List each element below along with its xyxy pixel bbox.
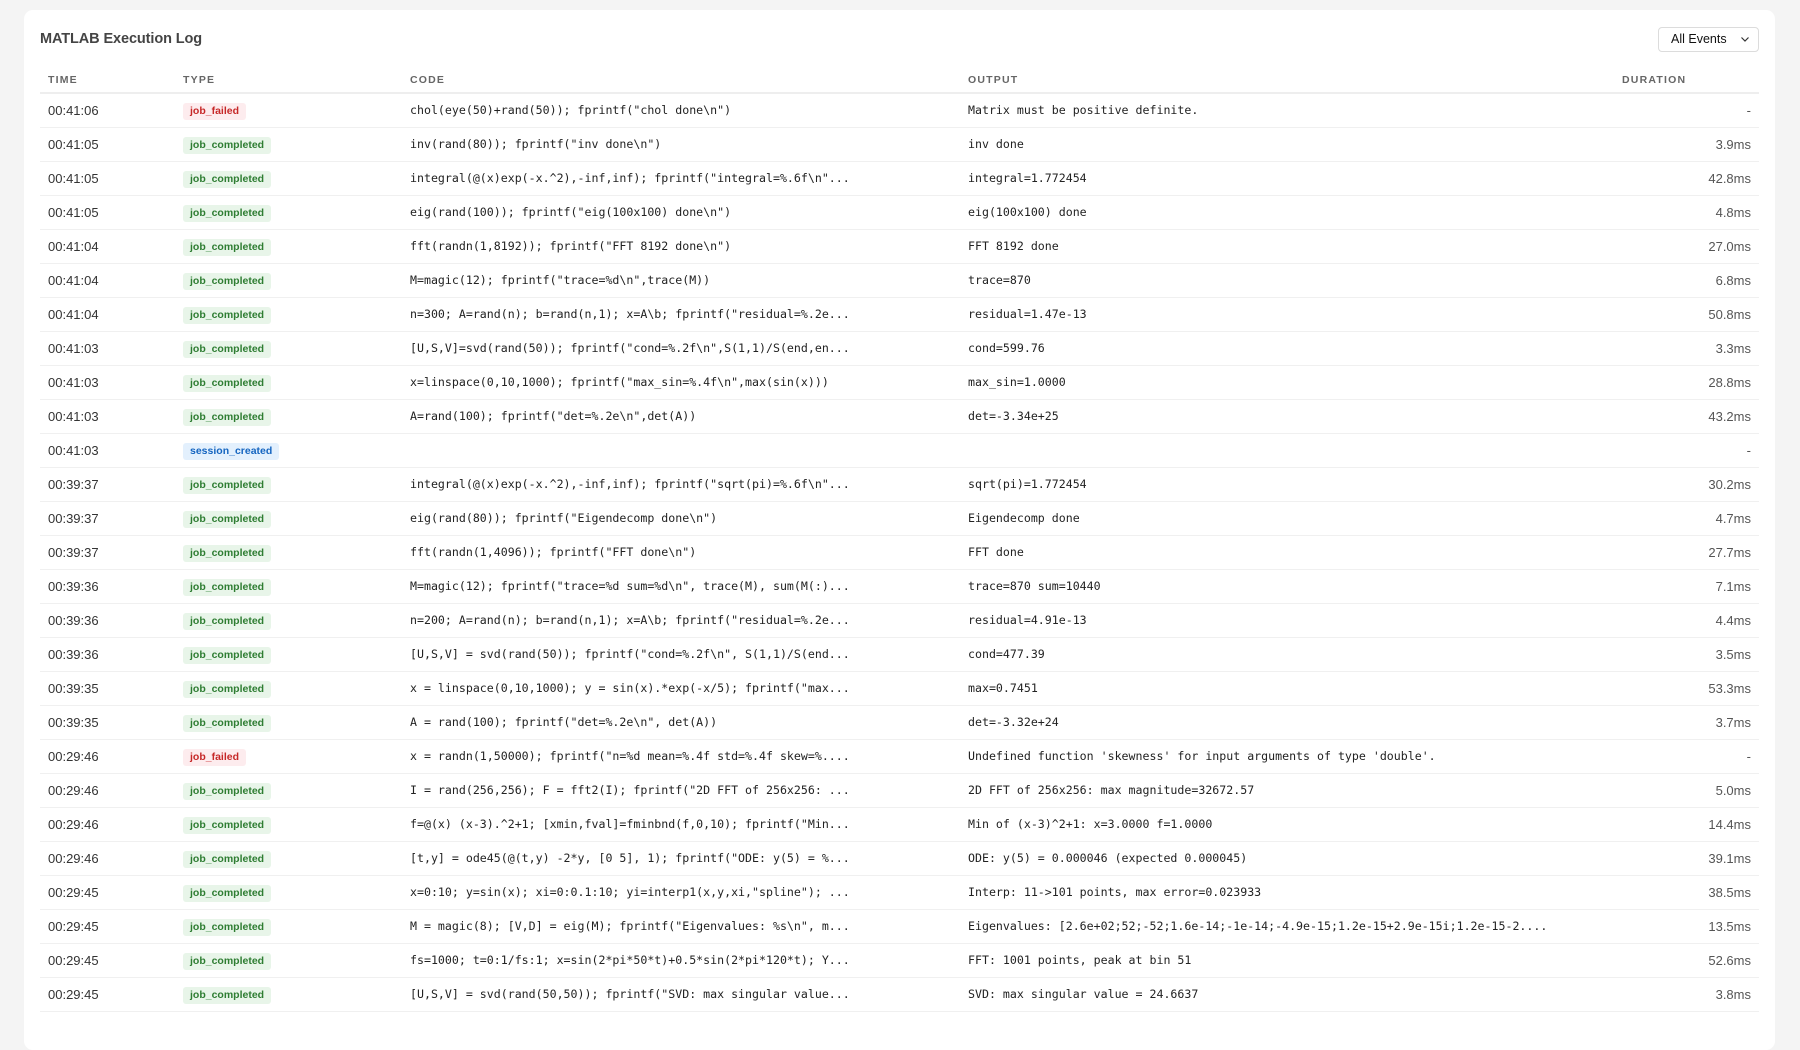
cell-duration: 14.4ms (1614, 807, 1759, 841)
cell-duration: 27.0ms (1614, 229, 1759, 263)
cell-duration: 53.3ms (1614, 671, 1759, 705)
cell-duration: 4.7ms (1614, 501, 1759, 535)
cell-code: [t,y] = ode45(@(t,y) -2*y, [0 5], 1); fprintf("ODE: y(5) = %... (402, 841, 960, 875)
status-badge: job_completed (183, 919, 271, 936)
cell-type (175, 671, 402, 705)
cell-time: 00:41:05 (40, 195, 175, 229)
table-row[interactable] (40, 943, 1759, 977)
cell-output: Undefined function 'skewness' for input arguments of type 'double'. (960, 739, 1614, 773)
status-badge: job_completed (183, 851, 271, 868)
cell-type (175, 195, 402, 229)
cell-time: 00:41:03 (40, 365, 175, 399)
cell-time: 00:41:04 (40, 263, 175, 297)
table-row[interactable] (40, 229, 1759, 263)
cell-type (175, 637, 402, 671)
cell-code: x=linspace(0,10,1000); fprintf("max_sin=%.4f\n",max(sin(x))) (402, 365, 960, 399)
cell-output: FFT done (960, 535, 1614, 569)
cell-time: 00:29:45 (40, 909, 175, 943)
cell-type (175, 705, 402, 739)
cell-code: chol(eye(50)+rand(50)); fprintf("chol done\n") (402, 93, 960, 127)
table-row[interactable] (40, 807, 1759, 841)
cell-code: M = magic(8); [V,D] = eig(M); fprintf("Eigenvalues: %s\n", m... (402, 909, 960, 943)
status-badge: job_completed (183, 817, 271, 834)
status-badge: job_completed (183, 953, 271, 970)
cell-code: I = rand(256,256); F = fft2(I); fprintf("2D FFT of 256x256: ... (402, 773, 960, 807)
cell-type (175, 603, 402, 637)
status-badge: job_completed (183, 273, 271, 290)
cell-time: 00:29:46 (40, 739, 175, 773)
cell-output: cond=477.39 (960, 637, 1614, 671)
cell-time: 00:41:04 (40, 229, 175, 263)
cell-code: integral(@(x)exp(-x.^2),-inf,inf); fprintf("sqrt(pi)=%.6f\n"... (402, 467, 960, 501)
table-row[interactable] (40, 501, 1759, 535)
table-row[interactable] (40, 569, 1759, 603)
cell-time: 00:29:45 (40, 977, 175, 1011)
cell-code: fft(randn(1,8192)); fprintf("FFT 8192 done\n") (402, 229, 960, 263)
cell-type (175, 773, 402, 807)
cell-code: n=200; A=rand(n); b=rand(n,1); x=A\b; fprintf("residual=%.2e... (402, 603, 960, 637)
cell-output: inv done (960, 127, 1614, 161)
cell-time: 00:39:37 (40, 501, 175, 535)
table-header-row (40, 68, 1759, 93)
cell-type (175, 807, 402, 841)
cell-duration: 43.2ms (1614, 399, 1759, 433)
card-header (40, 26, 1759, 52)
cell-duration: 3.9ms (1614, 127, 1759, 161)
event-filter-value: All Events (1671, 32, 1727, 46)
cell-time: 00:39:36 (40, 603, 175, 637)
status-badge: job_completed (183, 545, 271, 562)
cell-type (175, 365, 402, 399)
cell-output: residual=1.47e-13 (960, 297, 1614, 331)
cell-duration: 6.8ms (1614, 263, 1759, 297)
cell-duration: 39.1ms (1614, 841, 1759, 875)
cell-code: f=@(x) (x-3).^2+1; [xmin,fval]=fminbnd(f,0,10); fprintf("Min... (402, 807, 960, 841)
status-badge: job_completed (183, 579, 271, 596)
table-row[interactable] (40, 875, 1759, 909)
cell-duration: 13.5ms (1614, 909, 1759, 943)
cell-code: fs=1000; t=0:1/fs:1; x=sin(2*pi*50*t)+0.5*sin(2*pi*120*t); Y... (402, 943, 960, 977)
cell-code (402, 433, 960, 467)
column-header-output[interactable]: OUTPUT (960, 68, 1614, 93)
cell-code: x = randn(1,50000); fprintf("n=%d mean=%.4f std=%.4f skew=%.... (402, 739, 960, 773)
status-badge: job_completed (183, 613, 271, 630)
cell-duration: 4.8ms (1614, 195, 1759, 229)
column-header-time[interactable]: TIME (40, 68, 175, 93)
cell-code: [U,S,V] = svd(rand(50)); fprintf("cond=%.2f\n", S(1,1)/S(end... (402, 637, 960, 671)
cell-type (175, 93, 402, 127)
cell-duration: - (1614, 433, 1759, 467)
cell-duration: - (1614, 93, 1759, 127)
cell-time: 00:29:46 (40, 807, 175, 841)
cell-type (175, 739, 402, 773)
table-row[interactable] (40, 365, 1759, 399)
table-row[interactable] (40, 909, 1759, 943)
table-row[interactable] (40, 977, 1759, 1011)
cell-output: FFT 8192 done (960, 229, 1614, 263)
status-badge: job_completed (183, 477, 271, 494)
cell-code: x = linspace(0,10,1000); y = sin(x).*exp(-x/5); fprintf("max... (402, 671, 960, 705)
cell-time: 00:41:06 (40, 93, 175, 127)
cell-output: Interp: 11->101 points, max error=0.023933 (960, 875, 1614, 909)
status-badge: job_completed (183, 647, 271, 664)
table-row[interactable] (40, 331, 1759, 365)
cell-duration: 3.7ms (1614, 705, 1759, 739)
cell-duration: 5.0ms (1614, 773, 1759, 807)
cell-output: 2D FFT of 256x256: max magnitude=32672.57 (960, 773, 1614, 807)
cell-output: integral=1.772454 (960, 161, 1614, 195)
cell-type (175, 127, 402, 161)
cell-duration: 38.5ms (1614, 875, 1759, 909)
cell-time: 00:41:03 (40, 399, 175, 433)
execution-log-card (24, 10, 1775, 1050)
cell-output: cond=599.76 (960, 331, 1614, 365)
cell-time: 00:29:46 (40, 773, 175, 807)
cell-duration: 3.8ms (1614, 977, 1759, 1011)
table-row[interactable] (40, 297, 1759, 331)
status-badge: job_completed (183, 409, 271, 426)
cell-type (175, 943, 402, 977)
cell-output: max=0.7451 (960, 671, 1614, 705)
status-badge: job_failed (183, 103, 246, 120)
cell-duration: 27.7ms (1614, 535, 1759, 569)
cell-output: trace=870 sum=10440 (960, 569, 1614, 603)
cell-output: eig(100x100) done (960, 195, 1614, 229)
cell-code: fft(randn(1,4096)); fprintf("FFT done\n") (402, 535, 960, 569)
cell-type (175, 841, 402, 875)
status-badge: job_completed (183, 715, 271, 732)
cell-type (175, 977, 402, 1011)
cell-time: 00:39:35 (40, 705, 175, 739)
cell-output (960, 433, 1614, 467)
cell-duration: 30.2ms (1614, 467, 1759, 501)
status-badge: job_completed (183, 511, 271, 528)
status-badge: job_completed (183, 783, 271, 800)
cell-type (175, 535, 402, 569)
cell-output: SVD: max singular value = 24.6637 (960, 977, 1614, 1011)
cell-output: Min of (x-3)^2+1: x=3.0000 f=1.0000 (960, 807, 1614, 841)
table-row[interactable] (40, 739, 1759, 773)
table-row[interactable] (40, 399, 1759, 433)
status-badge: job_completed (183, 239, 271, 256)
cell-time: 00:41:03 (40, 433, 175, 467)
cell-code: integral(@(x)exp(-x.^2),-inf,inf); fprintf("integral=%.6f\n"... (402, 161, 960, 195)
cell-output: det=-3.34e+25 (960, 399, 1614, 433)
status-badge: job_completed (183, 987, 271, 1004)
cell-time: 00:29:45 (40, 943, 175, 977)
table-row[interactable] (40, 705, 1759, 739)
cell-output: sqrt(pi)=1.772454 (960, 467, 1614, 501)
cell-output: ODE: y(5) = 0.000046 (expected 0.000045) (960, 841, 1614, 875)
cell-type (175, 909, 402, 943)
column-header-type[interactable]: TYPE (175, 68, 402, 93)
cell-type (175, 331, 402, 365)
status-badge: job_completed (183, 137, 271, 154)
status-badge: session_created (183, 443, 279, 460)
cell-type (175, 297, 402, 331)
cell-output: trace=870 (960, 263, 1614, 297)
table-row[interactable] (40, 433, 1759, 467)
status-badge: job_completed (183, 307, 271, 324)
cell-duration: 52.6ms (1614, 943, 1759, 977)
table-row[interactable] (40, 161, 1759, 195)
cell-type (175, 501, 402, 535)
cell-duration: 50.8ms (1614, 297, 1759, 331)
event-filter-select[interactable] (1658, 27, 1759, 52)
cell-time: 00:39:37 (40, 467, 175, 501)
cell-output: FFT: 1001 points, peak at bin 51 (960, 943, 1614, 977)
cell-type (175, 875, 402, 909)
cell-code: A = rand(100); fprintf("det=%.2e\n", det(A)) (402, 705, 960, 739)
cell-type (175, 467, 402, 501)
table-body (40, 93, 1759, 1011)
cell-type (175, 229, 402, 263)
cell-time: 00:29:45 (40, 875, 175, 909)
cell-output: residual=4.91e-13 (960, 603, 1614, 637)
cell-time: 00:41:05 (40, 127, 175, 161)
cell-code: eig(rand(100)); fprintf("eig(100x100) done\n") (402, 195, 960, 229)
table-row[interactable] (40, 603, 1759, 637)
cell-duration: 3.5ms (1614, 637, 1759, 671)
cell-duration: 28.8ms (1614, 365, 1759, 399)
status-badge: job_failed (183, 749, 246, 766)
table-row[interactable] (40, 127, 1759, 161)
table-row[interactable] (40, 841, 1759, 875)
status-badge: job_completed (183, 171, 271, 188)
cell-output: det=-3.32e+24 (960, 705, 1614, 739)
cell-duration: 4.4ms (1614, 603, 1759, 637)
cell-output: Matrix must be positive definite. (960, 93, 1614, 127)
status-badge: job_completed (183, 885, 271, 902)
status-badge: job_completed (183, 205, 271, 222)
page-title: MATLAB Execution Log (40, 31, 203, 47)
column-header-code[interactable]: CODE (402, 68, 960, 93)
cell-time: 00:41:03 (40, 331, 175, 365)
cell-duration: 42.8ms (1614, 161, 1759, 195)
table-row[interactable] (40, 637, 1759, 671)
cell-type (175, 263, 402, 297)
cell-duration: - (1614, 739, 1759, 773)
cell-duration: 3.3ms (1614, 331, 1759, 365)
chevron-down-icon (1740, 35, 1750, 43)
cell-code: eig(rand(80)); fprintf("Eigendecomp done\n") (402, 501, 960, 535)
status-badge: job_completed (183, 681, 271, 698)
cell-time: 00:39:37 (40, 535, 175, 569)
cell-code: inv(rand(80)); fprintf("inv done\n") (402, 127, 960, 161)
table-row[interactable] (40, 773, 1759, 807)
table-row[interactable] (40, 535, 1759, 569)
cell-time: 00:41:05 (40, 161, 175, 195)
cell-output: Eigendecomp done (960, 501, 1614, 535)
cell-code: [U,S,V] = svd(rand(50,50)); fprintf("SVD: max singular value... (402, 977, 960, 1011)
cell-time: 00:39:36 (40, 637, 175, 671)
table-row[interactable] (40, 263, 1759, 297)
status-badge: job_completed (183, 341, 271, 358)
cell-code: M=magic(12); fprintf("trace=%d\n",trace(M)) (402, 263, 960, 297)
table-row[interactable] (40, 93, 1759, 127)
column-header-duration[interactable]: DURATION (1614, 68, 1759, 93)
status-badge: job_completed (183, 375, 271, 392)
cell-time: 00:41:04 (40, 297, 175, 331)
execution-log-table (40, 68, 1759, 1012)
cell-type (175, 399, 402, 433)
cell-duration: 7.1ms (1614, 569, 1759, 603)
cell-code: n=300; A=rand(n); b=rand(n,1); x=A\b; fprintf("residual=%.2e... (402, 297, 960, 331)
cell-type (175, 569, 402, 603)
cell-code: M=magic(12); fprintf("trace=%d sum=%d\n", trace(M), sum(M(:)... (402, 569, 960, 603)
cell-output: Eigenvalues: [2.6e+02;52;-52;1.6e-14;-1e-14;-4.9e-15;1.2e-15+2.9e-15i;1.2e-15-2.... (960, 909, 1614, 943)
cell-code: x=0:10; y=sin(x); xi=0:0.1:10; yi=interp1(x,y,xi,"spline"); ... (402, 875, 960, 909)
cell-time: 00:39:35 (40, 671, 175, 705)
table-row[interactable] (40, 195, 1759, 229)
table-row[interactable] (40, 467, 1759, 501)
cell-output: max_sin=1.0000 (960, 365, 1614, 399)
cell-code: A=rand(100); fprintf("det=%.2e\n",det(A)) (402, 399, 960, 433)
cell-type (175, 161, 402, 195)
cell-time: 00:29:46 (40, 841, 175, 875)
cell-type (175, 433, 402, 467)
table-row[interactable] (40, 671, 1759, 705)
cell-time: 00:39:36 (40, 569, 175, 603)
cell-code: [U,S,V]=svd(rand(50)); fprintf("cond=%.2f\n",S(1,1)/S(end,en... (402, 331, 960, 365)
